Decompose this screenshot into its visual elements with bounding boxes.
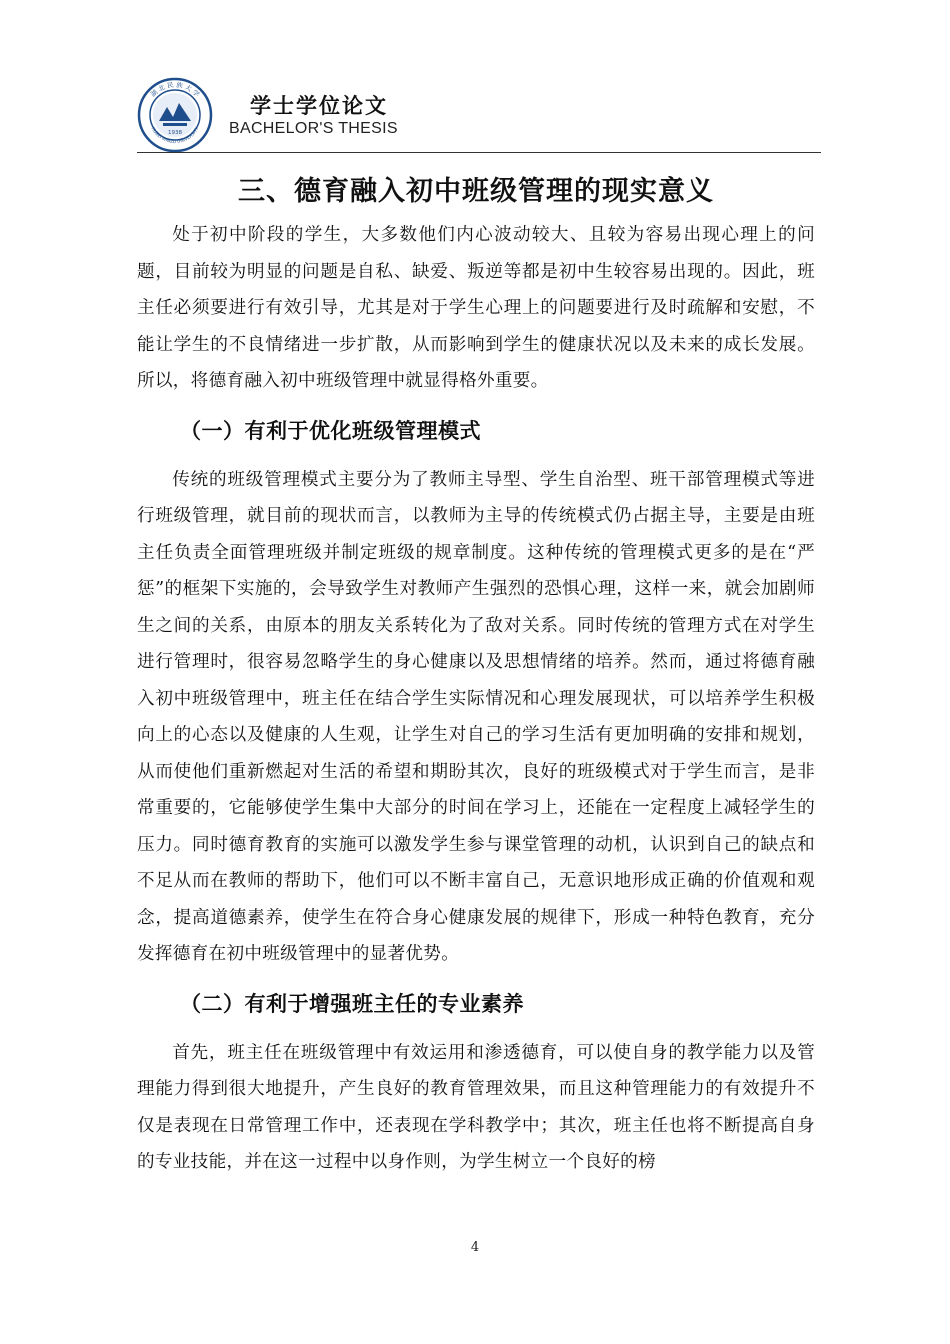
- section-2-paragraph: 首先，班主任在班级管理中有效运用和渗透德育，可以使自身的教学能力以及管理能力得到很大地提升，产生良好的教育管理效果，而且这种管理能力的有效提升不仅是表现在日常管理工作中，还表现在学科教学中；其次，班主任也将不断提高自身的专业技能，并在这一过程中以身作则，为学生树立一个良好的榜: [137, 1042, 815, 1172]
- svg-text:1938: 1938: [168, 130, 182, 136]
- svg-text:HUBEI MINZU UNIVERSITY: HUBEI MINZU UNIVERSITY: [149, 126, 201, 146]
- header-cn-title: 学士学位论文: [250, 93, 388, 118]
- section-2-title: （二）有利于增强班主任的专业素养: [180, 991, 524, 1016]
- university-seal-icon: [137, 77, 213, 153]
- section-1-paragraph: 传统的班级管理模式主要分为了教师主导型、学生自治型、班干部管理模式等进行班级管理，就目前的现状而言，以教师为主导的传统模式仍占据主导，主要是由班主任负责全面管理班级并制定班级的规章制度。这种传统的管理模式更多的是在“严惩”的框架下实施的，会导致学生对教师产生强烈的恐惧心理，这样一来，就会加剧师生之间的关系，由原本的朋友关系转化为了敌对关系。同时传统的管理方式在对学生进行管理时，很容易忽略学生的身心健康以及思想情绪的培养。然而，通过将德育融入初中班级管理中，班主任在结合学生实际情况和心理发展现状，可以培养学生积极向上的心态以及健康的人生观，让学生对自己的学习生活有更加明确的安排和规划，从而使他们重新燃起对生活的希望和期盼其次，良好的班级模式对于学生而言，是非常重要的，它能够使学生集中大部分的时间在学习上，还能在一定程度上减轻学生的压力。同时德育教育的实施可以激发学生参与课堂管理的动机，认识到自己的缺点和不足从而在教师的帮助下，他们可以不断丰富自己，无意识地形成正确的价值观和观念，提高道德素养，使学生在符合身心健康发展的规律下，形成一种特色教育，充分发挥德育在初中班级管理中的显著优势。: [137, 469, 815, 964]
- intro-paragraph: 处于初中阶段的学生，大多数他们内心波动较大、且较为容易出现心理上的问题，目前较为明显的问题是自私、缺爱、叛逆等都是初中生较容易出现的。因此，班主任必须要进行有效引导，尤其是对于学生心理上的问题要进行及时疏解和安慰，不能让学生的不良情绪进一步扩散，从而影响到学生的健康状况以及未来的成长发展。所以，将德育融入初中班级管理中就显得格外重要。: [137, 225, 815, 391]
- page-body: [137, 160, 815, 1181]
- svg-text:湖 北 民 族 大 学: 湖 北 民 族 大 学: [149, 80, 201, 99]
- page-header: [137, 72, 821, 154]
- header-en-title: BACHELOR'S THESIS: [229, 120, 398, 137]
- section-1-title: （一）有利于优化班级管理模式: [180, 418, 481, 443]
- page-number: 4: [470, 1240, 480, 1255]
- chapter-title: 三、德育融入初中班级管理的现实意义: [238, 176, 714, 207]
- header-divider: [137, 152, 821, 153]
